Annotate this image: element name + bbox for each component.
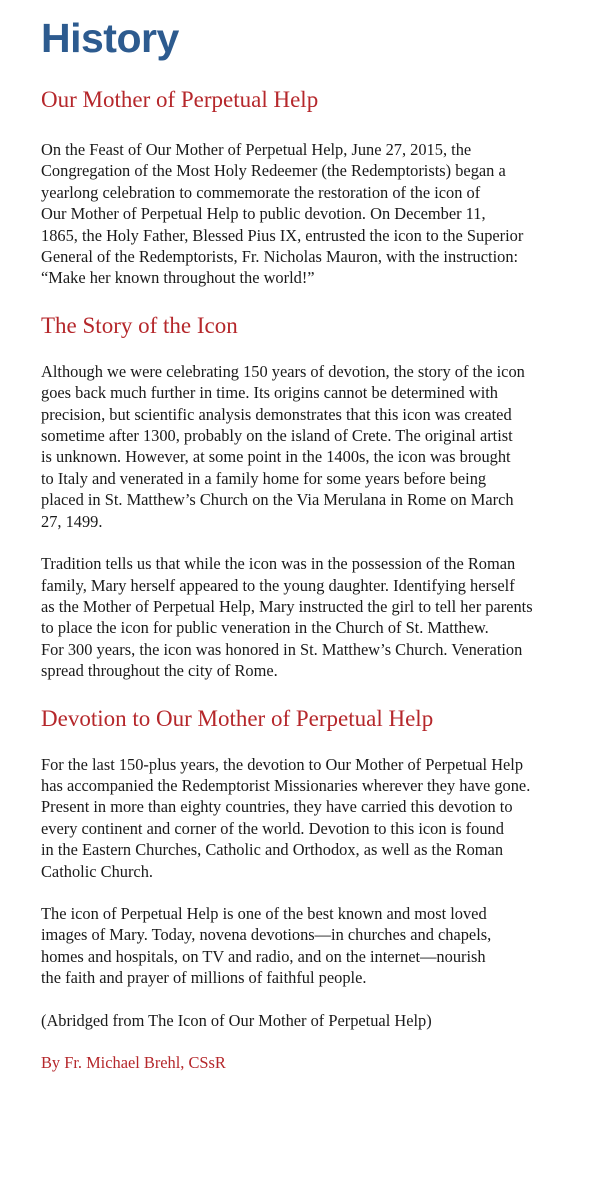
paragraph-feast-intro: On the Feast of Our Mother of Perpetual Help, June 27, 2015, the Congregation of the Most Holy Redeemer (the Redemptorists) began a yearlong celebration to commemorate the restoration of the icon of Our Mother of Perpetual Help to public devotion. On December 11, 1865, the Holy Father, Blessed Pius IX, entrusted the icon to the Superior General of the Redemptorists, Fr. Nicholas Mauron, with the instruction: “Make her known throughout the world!” (41, 140, 524, 288)
article (41, 0, 601, 1073)
section-heading-story: The Story of the Icon (41, 312, 238, 338)
paragraph-story-tradition: Tradition tells us that while the icon was in the possession of the Roman family, Mary herself appeared to the young daughter. Identifying herself as the Mother of Perpetual Help, Mary instructed the girl to tell her parents to place the icon for public veneration in the Church of St. Matthew. For 300 years, the icon was honored in St. Matthew’s Church. Veneration spread throughout the city of Rome. (41, 554, 533, 681)
section-heading-devotion: Devotion to Our Mother of Perpetual Help (41, 705, 434, 731)
paragraph-devotion-icon: The icon of Perpetual Help is one of the best known and most loved images of Mary. Today, novena devotions—in churches and chapels, homes and hospitals, on TV and radio, and on the internet—nourish the faith and prayer of millions of faithful people. (41, 903, 492, 988)
paragraph-source-note: (Abridged from The Icon of Our Mother of Perpetual Help) (41, 1010, 432, 1030)
page-title: History (41, 15, 179, 61)
author-byline: By Fr. Michael Brehl, CSsR (41, 1053, 226, 1072)
paragraph-story-origins: Although we were celebrating 150 years of devotion, the story of the icon goes back much further in time. Its origins cannot be determined with precision, but scientific analysis demonstrates that this icon was created sometime after 1300, probably on the island of Crete. The original artist is unknown. However, at some point in the 1400s, the icon was brought to Italy and venerated in a family home for some years before being placed in St. Matthew’s Church on the Via Merulana in Rome on March 27, 1499. (41, 361, 525, 531)
section-heading-our-mother: Our Mother of Perpetual Help (41, 87, 319, 112)
paragraph-devotion-spread: For the last 150-plus years, the devotion to Our Mother of Perpetual Help has accompanied the Redemptorist Missionaries wherever they have gone. Present in more than eighty countries, they have carried this devotion to every continent and corner of the world. Devotion to this icon is found in the Eastern Churches, Catholic and Orthodox, as well as the Roman Catholic Church. (41, 754, 531, 881)
